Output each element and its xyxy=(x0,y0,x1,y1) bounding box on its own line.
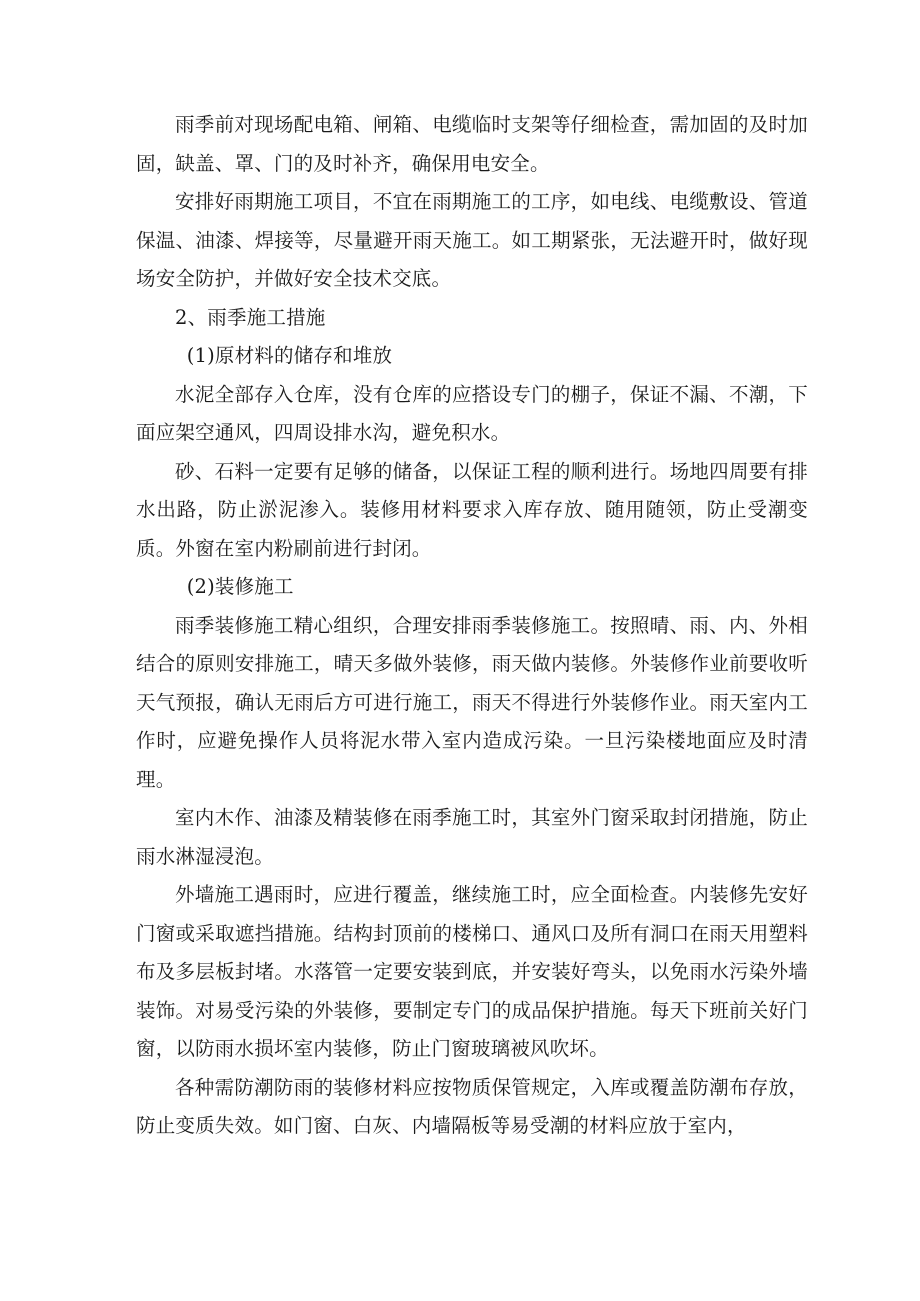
subheading-material-storage: (1)原材料的储存和堆放 xyxy=(186,344,393,367)
paragraph-exterior-wall: 外墙施工遇雨时，应进行覆盖，继续施工时，应全面检查。内装修先安好门窗或采取遮挡措施。结构封顶前的楼梯口、通风口及所有洞口在雨天用塑料布及多层板封堵。水落管一定要安装到底，并安装好弯头，以免雨水污染外墙装饰。对易受污染的外装修，要制定专门的成品保护措施。每天下班前关好门窗，以防雨水损坏室内装修，防止门窗玻璃被风吹坏。 xyxy=(136,883,808,1060)
paragraph-electrical-safety: 雨季前对现场配电箱、闸箱、电缆临时支架等仔细检查，需加固的及时加固，缺盖、罩、门的及时补齐，确保用电安全。 xyxy=(136,113,808,175)
section-heading-rainy-measures: 2、雨季施工措施 xyxy=(175,305,326,329)
paragraph-decoration-organization: 雨季装修施工精心组织，合理安排雨季装修施工。按照晴、雨、内、外相结合的原则安排施工，晴天多做外装修，雨天做内装修。外装修作业前要收听天气预报，确认无雨后方可进行施工，雨天不得进行外装修作业。雨天室内工作时，应避免操作人员将泥水带入室内造成污染。一旦污染楼地面应及时清理。 xyxy=(136,613,808,791)
paragraph-cement-storage: 水泥全部存入仓库，没有仓库的应搭设专门的棚子，保证不漏、不潮，下面应架空通风，四周设排水沟，避免积水。 xyxy=(136,382,808,444)
paragraph-sand-stone: 砂、石料一定要有足够的储备，以保证工程的顺利进行。场地四周要有排水出路，防止淤泥渗入。装修用材料要求入库存放、随用随领，防止受潮变质。外窗在室内粉刷前进行封闭。 xyxy=(136,459,808,560)
paragraph-rainy-schedule: 安排好雨期施工项目，不宜在雨期施工的工序，如电线、电缆敷设、管道保温、油漆、焊接等，尽量避开雨天施工。如工期紧张，无法避开时，做好现场安全防护，并做好安全技术交底。 xyxy=(136,190,808,290)
paragraph-interior-woodwork: 室内木作、油漆及精装修在雨季施工时，其室外门窗采取封闭措施，防止雨水淋湿浸泡。 xyxy=(136,806,808,868)
document-body xyxy=(136,106,808,1146)
subheading-decoration: (2)装修施工 xyxy=(186,575,294,598)
paragraph-moisture-materials: 各种需防潮防雨的装修材料应按物质保管规定，入库或覆盖防潮布存放，防止变质失效。如门窗、白灰、内墙隔板等易受潮的材料应放于室内， xyxy=(136,1075,808,1137)
